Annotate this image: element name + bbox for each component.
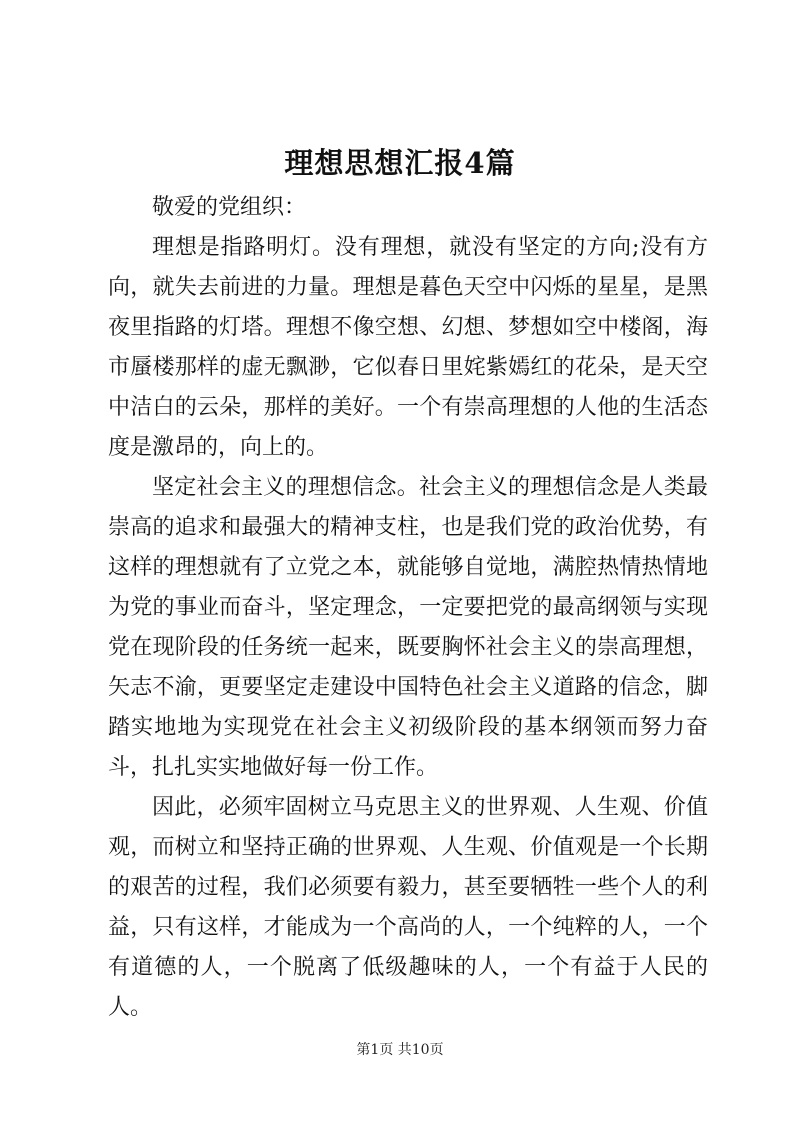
page-number-footer: 第1页 共10页 [356,1042,444,1058]
paragraph: 因此，必须牢固树立马克思主义的世界观、人生观、价值观，而树立和坚持正确的世界观、人生观、价值观是一个长期的艰苦的过程，我们必须要有毅力，甚至要牺牲一些个人的利益，只有这样，才能成为一个高尚的人，一个纯粹的人，一个有道德的人，一个脱离了低级趣味的人，一个有益于人民的人。 [108,795,708,1020]
paragraph: 坚定社会主义的理想信念。社会主义的理想信念是人类最崇高的追求和最强大的精神支柱，也是我们党的政治优势，有这样的理想就有了立党之本，就能够自觉地，满腔热情热情地为党的事业而奋斗，坚定理念，一定要把党的最高纲领与实现党在现阶段的任务统一起来，既要胸怀社会主义的崇高理想，矢志不渝，更要坚定走建设中国特色社会主义道路的信念，脚踏实地地为实现党在社会主义初级阶段的基本纲领而努力奋斗，扎扎实实地做好每一份工作。 [108,475,708,780]
document-body [108,188,708,1028]
paragraph: 理想是指路明灯。没有理想，就没有坚定的方向;没有方向，就失去前进的力量。理想是暮色天空中闪烁的星星，是黑夜里指路的灯塔。理想不像空想、幻想、梦想如空中楼阁，海市蜃楼那样的虚无飘渺，它似春日里姹紫嫣红的花朵，是天空中洁白的云朵，那样的美好。一个有崇高理想的人他的生活态度是激昂的，向上的。 [108,235,708,460]
salutation: 敬爱的党组织： [152,195,307,220]
document-title: 理想思想汇报4篇 [284,146,516,180]
